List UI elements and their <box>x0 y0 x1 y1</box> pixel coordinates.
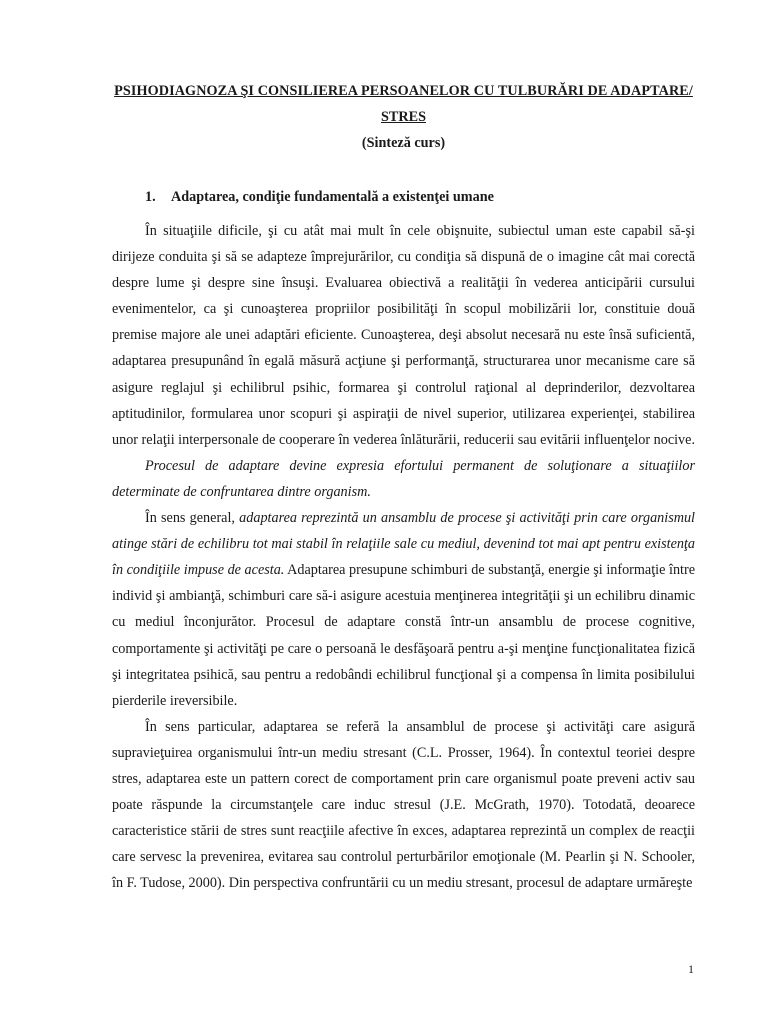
document-body <box>112 78 695 896</box>
paragraph-3-definition: adaptarea reprezintă un ansamblu de procese şi activităţi prin care organismul atinge stări de echilibru tot mai stabil în relaţiile sale cu mediul, devenind tot mai apt pentru existenţa în condiţiile impuse de acesta. <box>112 510 695 579</box>
page-number: 1 <box>688 962 694 976</box>
section-number: 1. <box>145 189 156 205</box>
document-title-continuation: STRES <box>381 109 426 125</box>
paragraph-3-lead: În sens general, <box>145 510 240 527</box>
paragraph-4: În sens particular, adaptarea se referă la ansamblul de procese şi activităţi care asigură supravieţuirea organismului într-un mediu stresant (C.L. Prosser, 1964). În contextul teoriei despre stres, adaptarea este un pattern corect de comportament prin care organismul poate preveni activ sau poate răspunde la circumstanţele care induc stresul (J.E. McGrath, 1970). Totodată, deoarece caracteristice stării de stres sunt reacţiile afective în exces, adaptarea reprezintă un complex de reacţii care servesc la prevenirea, evitarea sau controlul perturbărilor emoţionale (M. Pearlin şi N. Schooler, în F. Tudose, 2000). Din perspectiva confruntării cu un mediu stresant, procesul de adaptare urmăreşte <box>112 718 695 892</box>
section-heading <box>112 184 695 210</box>
document-subtitle: (Sinteză curs) <box>361 135 446 151</box>
paragraph-2: Procesul de adaptare devine expresia efortului permanent de soluţionare a situaţiilor determinate de confruntarea dintre organism. <box>112 457 695 500</box>
section-title: Adaptarea, condiţie fundamentală a existenţei umane <box>171 189 494 205</box>
paragraph-1: În situaţiile dificile, şi cu atât mai mult în cele obişnuite, subiectul uman este capabil să-şi dirijeze conduita şi să se adapteze împrejurărilor, cu condiţia să dispună de o imagine cât mai corectă despre lume şi despre sine însuşi. Evaluarea obiectivă a realităţii în vederea anticipării cursului evenimentelor, ca şi cunoaşterea propriilor posibilităţi în scopul mobilizării lor, constituie două premise majore ale unei adaptări eficiente. Cunoaşterea, deşi absolut necesară nu este însă suficientă, adaptarea presupunând în egală măsură acţiune şi performanţă, structurarea unor mecanisme care să asigure reglajul şi echilibrul psihic, formarea şi controlul raţional al deprinderilor, dezvoltarea aptitudinilor, formularea unor scopuri şi aspiraţii de nivel superior, utilizarea experienţei, stabilirea unor relaţii interpersonale de cooperare în vederea înlăturării, reducerii sau evitării influenţelor nocive. <box>112 223 695 448</box>
document-title: PSIHODIAGNOZA ŞI CONSILIEREA PERSOANELOR CU TULBURĂRI DE ADAPTARE/ <box>114 83 693 99</box>
paragraph-3-body: Adaptarea presupune schimburi de substanţă, energie şi informaţie între individ şi ambianţă, schimburi care să-i asigure acestuia menţinerea integrităţii şi un echilibru dinamic cu mediul înconjurător. Procesul de adaptare constă într-un ansamblu de procese cognitive, comportamente şi activităţi pe care o persoană le desfăşoară pentru a-şi menţine funcţionalitatea fizică şi integritatea psihică, sau pentru a redobândi echilibrul funcţional şi a compensa în limita posibilului pierderile ireversibile. <box>112 562 695 709</box>
paragraph-3 <box>112 505 695 714</box>
